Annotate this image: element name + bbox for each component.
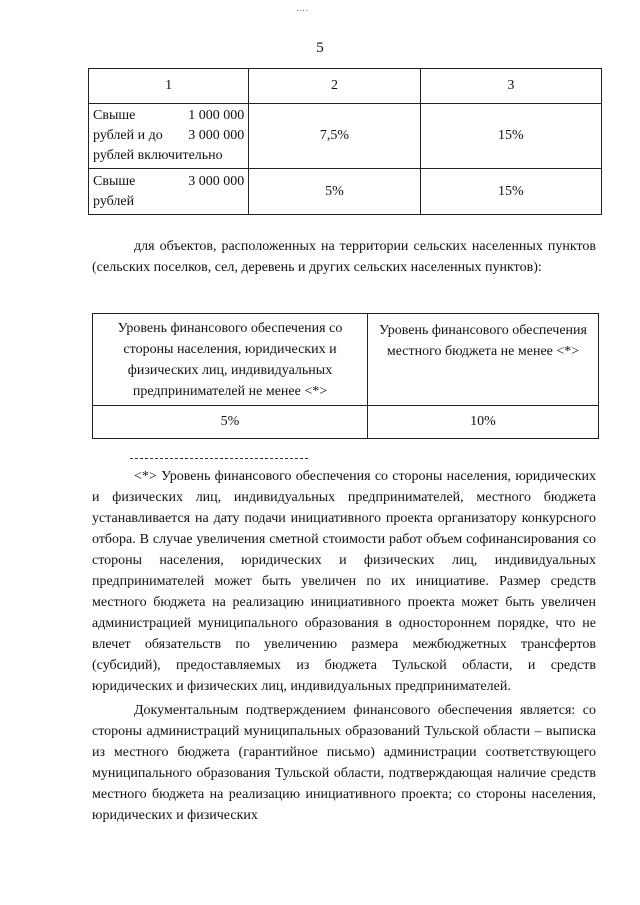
cell-text: Свыше: [93, 108, 136, 123]
population-share-cell: 7,5%: [249, 104, 420, 169]
table-header-cell: 3: [420, 69, 601, 104]
table-header-row: [93, 314, 599, 406]
budget-level-value: 10%: [368, 406, 599, 439]
table-row: [93, 406, 599, 439]
cell-text: 3 000 000: [188, 128, 245, 143]
table-header-cell: 2: [249, 69, 420, 104]
table-header-row: [89, 69, 602, 104]
condition-cell: [89, 104, 249, 169]
table-row: [89, 104, 602, 169]
cell-text: 3 000 000: [188, 173, 245, 189]
rural-intro-paragraph: для объектов, расположенных на территории сельских населенных пунктов (сельских поселков, сел, деревень и других сельских населенных пунктов):: [92, 239, 596, 275]
confirmation-paragraph: Документальным подтверждением финансового обеспечения является: со стороны администраций муниципальных образований Тульской области – выписка из местного бюджета (гарантийное письмо) администрации соответствующего муниципального образования Тульской области, подтверждающая наличие средств местного бюджета на реализацию инициативного проекта; со стороны населения, юридических и физических: [92, 703, 596, 823]
budget-share-cell: 15%: [420, 169, 601, 215]
population-level-header: Уровень финансового обеспечения со стороны населения, юридических и физических лиц, индивидуальных предпринимателей не менее <*>: [93, 314, 368, 406]
table-header-cell: 1: [89, 69, 249, 104]
cell-text: рублей: [93, 193, 135, 209]
footnote-separator: [130, 458, 308, 459]
condition-cell: [89, 169, 249, 215]
budget-level-header: Уровень финансового обеспечения местного бюджета не менее <*>: [368, 314, 599, 406]
scan-artifact: ·ᐧ··: [296, 6, 309, 17]
rural-levels-table: [92, 313, 599, 439]
budget-share-cell: 15%: [420, 104, 601, 169]
cell-text: 1 000 000: [188, 108, 245, 123]
cell-text: Свыше: [93, 173, 136, 189]
population-share-cell: 5%: [249, 169, 420, 215]
population-level-value: 5%: [93, 406, 368, 439]
footnote-paragraph: <*> Уровень финансового обеспечения со стороны населения, юридических и физических лиц, индивидуальных предпринимателей, местного бюджета устанавливается на дату подачи инициативного проекта организатору конкурсного отбора. В случае увеличения сметной стоимости работ объем софинансирования со стороны населения, юридических и физических лиц, индивидуальных предпринимателей может быть увеличен по их инициативе. Размер средств местного бюджета на реализацию инициативного проекта может быть увеличен администрацией муниципального образования в одностороннем порядке, что не влечет обязательств по увеличению размера межбюджетных трансфертов (субсидий), предоставляемых из бюджета Тульской области, и средств юридических и физических лиц, индивидуальных предпринимателей.: [92, 469, 596, 694]
page-number: 5: [316, 40, 324, 56]
thresholds-table-top: [88, 68, 602, 215]
cell-text: рублей и до: [93, 128, 163, 143]
table-row: [89, 169, 602, 215]
cell-text: рублей включительно: [93, 148, 223, 163]
